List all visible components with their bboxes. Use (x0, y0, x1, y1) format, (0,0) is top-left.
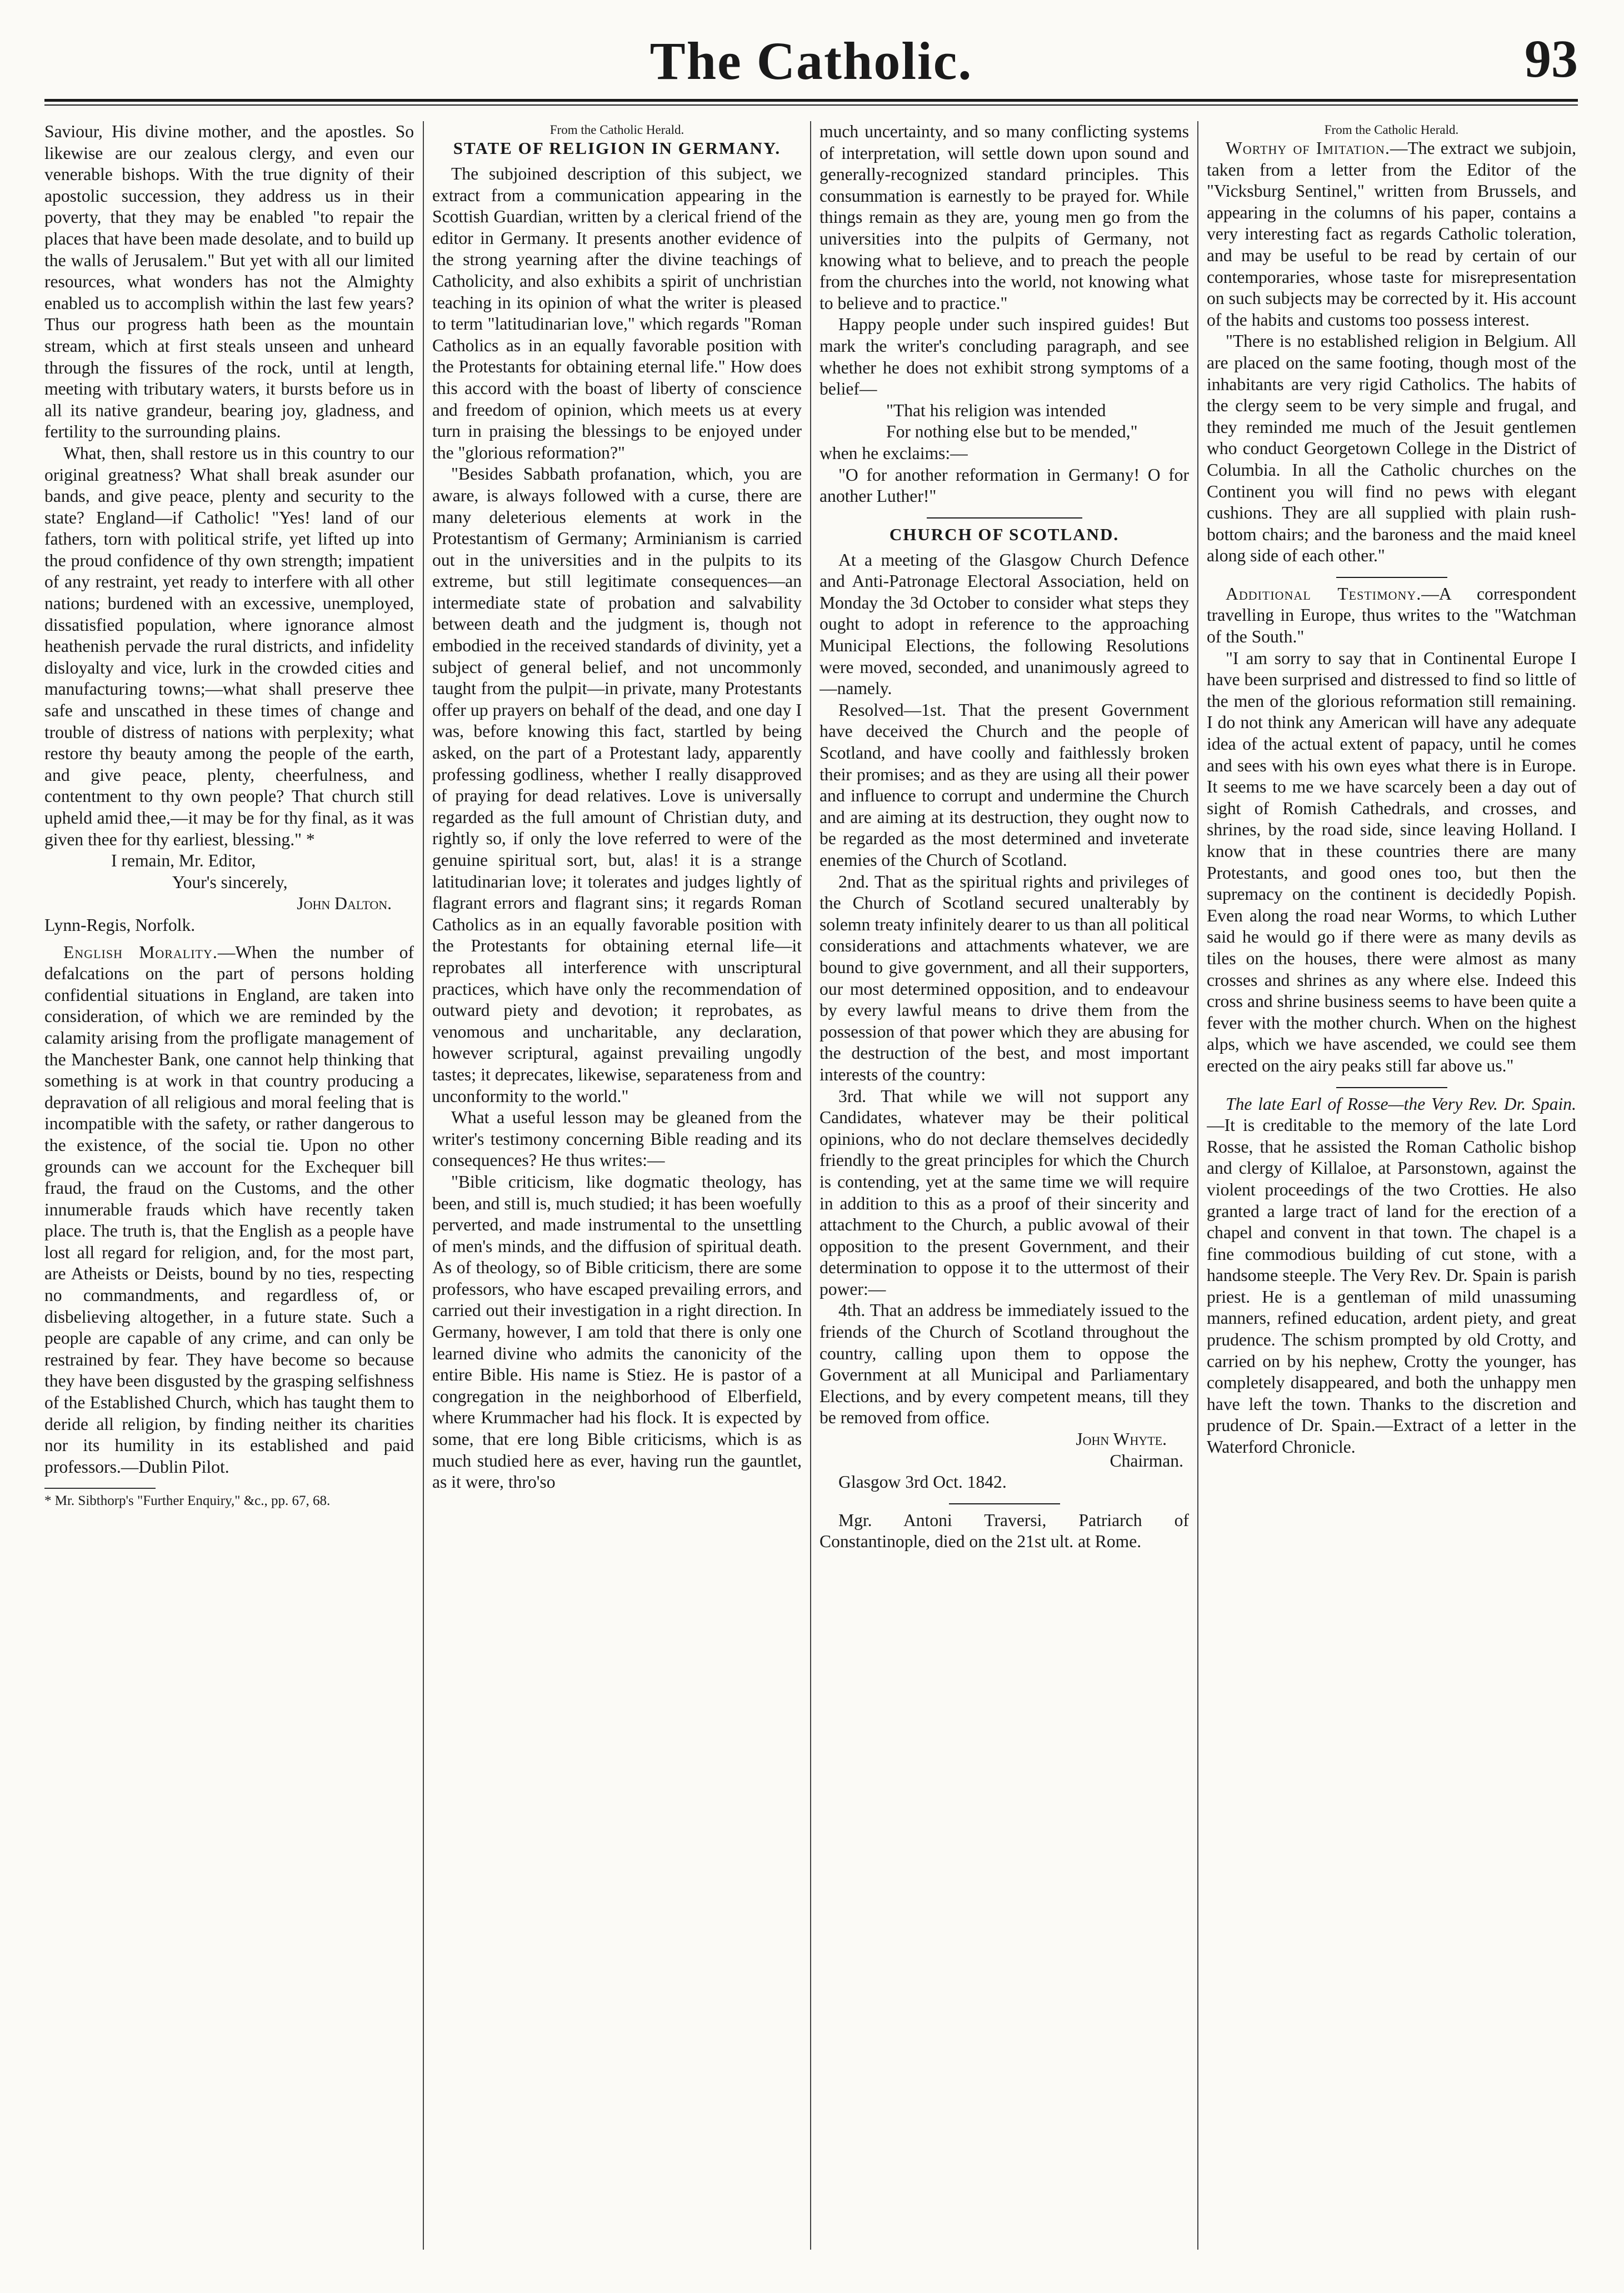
verse-line: For nothing else but to be mended," (886, 422, 1138, 442)
dateline: Glasgow 3rd Oct. 1842. (838, 1472, 1007, 1492)
article-paragraph: The subjoined description of this subject, we extract from a communication appearing in the Scottish Guardian, written by a clerical friend of the editor in Germany. It presents another evidence of the strong yearning after the divine teachings of Catholicity, and also exhibits a spirit of unchristian teaching in its opinion of what the writer is pleased to term "latitudinarian love," which regards "Roman Catholics as in an equally favorable position with the Protestants for obtaining eternal life." How does this accord with the boast of liberty of conscience and freedom of opinion, which meets us at every turn in praising the blessings to be enjoyed under the "glorious reformation?" (432, 164, 802, 462)
article-paragraph: Happy people under such inspired guides! But mark the writer's concluding paragraph, and see whether he does not exhibit strong symptoms of a belief— (820, 315, 1189, 399)
newspaper-title: The Catholic. (649, 31, 973, 91)
header-rule-thin (44, 104, 1578, 106)
article-paragraph: "There is no established religion in Belgium. All are placed on the same footing, though most of the inhabitants are very rigid Catholics. The habits of the clergy seem to be very simple and frugal, and they reminded me much of the Jesuit gentlemen who conduct Georgetown College in the District of Columbia. In all the Catholic churches on the Continent you will find no pews with elegant cushions. They are all supplied with plain rush-bottom chairs; and the baroness and the maid kneel along side of each other." (1207, 331, 1576, 566)
column-divider (423, 121, 424, 2250)
article-body: —The extract we subjoin, taken from a letter from the Editor of the "Vicksburg Sentinel," written from Brussels, and appearing in the columns of his paper, contains a very interesting fact as regards Catholic toleration, and may be useful to be read by certain of our contemporaries, whose taste for misrepresentation on such subjects may be corrected by it. His account of the habits and customs too possess interest. (1207, 138, 1576, 330)
article-lead: The late Earl of Rosse—the Very Rev. Dr. Spain. (1226, 1094, 1576, 1114)
verse-line: "That his religion was intended (886, 400, 1106, 420)
section-rule (927, 517, 1082, 519)
section-rule (949, 1503, 1060, 1504)
article-body: —When the number of defalcations on the part of persons holding confidential situations in England, are taken into consideration, of which we are reminded by the calamity arising from the profligate management of the Manchester Bank, one cannot help thinking that something is at work in that country producing a depravation of all religious and moral feeling that is incompatible with the safety, or rather dangerous to the existence, of the social tie. Upon no other grounds can we account for the Exchequer bill fraud, the fraud on the Customs, and the other innumerable frauds which have recently taken place. The truth is, that the English as a people have lost all regard for religion, and, for the most part, are Atheists or Deists, bound by no ties, respecting no commandments, and regardless of, or disbelieving altogether, in a future state. Such a people are capable of any crime, and can only be restrained by fear. They have become so because they have been disgusted by the grasping selfishness of the Established Church, which has taught them to deride all religion, by finding neither its charities nor its humility in its established and paid professors.—Dublin Pilot. (44, 942, 414, 1477)
column-1 (44, 121, 414, 2250)
signature-name: John Whyte. (1076, 1429, 1167, 1449)
section-rule (1336, 577, 1447, 578)
letter-continuation: Saviour, His divine mother, and the apostles. So likewise are our zealous clergy, and even our venerable bishops. With the true dignity of their apostolic succession, they address us in their poverty, that they may be enabled "to repair the places that have been made desolate, and to build up the walls of Jerusalem." But yet with all our limited resources, what wonders has not the Almighty enabled us to accomplish within the last few years? Thus our progress hath been as the mountain stream, which at first steals unseen and unheard through the fissures of the rock, until at length, meeting with tributary waters, it bursts before us in all its native grandeur, bearing joy, gladness, and fertility to the surrounding plains. (44, 122, 414, 442)
article-paragraph: "Besides Sabbath profanation, which, you are aware, is always followed with a curse, there are many deleterious elements at work in the Protestantism of Germany; Arminianism is carried out in the universities and in the pulpits to its extreme, but still legitimate consequences—an intermediate state of probation and salvability between death and the judgment is, though not embodied in the received standards of divinity, yet a subject of general belief, and not uncommonly taught from the pulpit—in private, many Protestants offer up prayers on behalf of the dead, and one day I was, before knowing this fact, startled by being asked, on the part of a Protestant lady, apparently professing godliness, whether I really disapproved of praying for dead relatives. Love is universally regarded as the full amount of Christian duty, and rightly so, if only the love referred to were of the genuine spiritual sort, but, alas! it is a strange latitudinarian love; it tolerates and judges lightly of flagrant errors and flagrant sins; it regards Roman Catholics as in an equally favorable position with the Protestants for obtaining eternal life—it reprobates all interference with unscriptural practices, which have only the recommendation of outward piety and devotion; it reprobates, as venomous and uncharitable, any declaration, however scriptural, against prevailing ungodly tastes; it deprecates, likewise, separateness from and unconformity to the world." (432, 464, 802, 1106)
article-source: From the Catholic Herald. (549, 123, 684, 137)
article-body: —It is creditable to the memory of the late Lord Rosse, that he assisted the Roman Catholic bishop and clergy of Killaloe, at Parsonstown, against the violent proceedings of the two Crotties. He also granted a large tract of land for the erection of a chapel and convent in that town. The chapel is a fine commodious building of cut stone, with a handsome steeple. The Very Rev. Dr. Spain is parish priest. He is a gentleman of mild unassuming manners, refined education, ardent piety, and great prudence. The schism prompted by old Crotty, and carried on by his nephew, Crotty the younger, has completely disappeared, and both the unhappy men have left the town. Thanks to the discretion and prudence of Dr. Spain.—Extract of a letter in the Waterford Chronicle. (1207, 1115, 1576, 1457)
article-additional-testimony (1207, 584, 1576, 648)
column-3 (820, 121, 1189, 2250)
article-paragraph: What a useful lesson may be gleaned from the writer's testimony concerning Bible reading and its consequences? He thus writes:— (432, 1108, 802, 1170)
letter-closing-2: Your's sincerely, (172, 872, 288, 892)
article-lead: English Morality. (63, 942, 218, 962)
article-paragraph: "Bible criticism, like dogmatic theology, has been, and still is, much studied; it has been woefully perverted, and made instrumental to the unsettling of men's minds, and the diffusion of spiritual death. As of theology, so of Bible criticism, there are some professors, who have escaped prevailing errors, and carried out their investigation in a right direction. In Germany, however, I am told that there is only one learned divine who admits the canonicity of the entire Bible. His name is Stiez. He is pastor of a congregation in the neighborhood of Elberfield, where Krummacher had his flock. It is expected by some, that ere long Bible criticisms, which is as much studied here as ever, having run the gauntlet, as it were, thro'so (432, 1172, 802, 1492)
letter-paragraph: What, then, shall restore us in this country to our original greatness? What shall break asunder our bands, and give peace, plenty and security to the state? England—if Catholic! "Yes! land of our fathers, torn with political strife, yet lifted up into the proud confidence of thy own strength; impatient of any restraint, yet ready to interfere with all other nations; burdened with an excessive, unemployed, dissatisfied population, where ignorance almost heathenish pervade the rural districts, and infidelity disloyalty and vice, lurk in the crowded cities and manufacturing towns;—what shall preserve thee safe and unscathed in these times of change and trouble of distress of nations with perplexity; what restore thy beauty among the people of the earth, and give peace, plenty, cheerfulness, and contentment to thy own people? That church still upheld amid thee,—it may be for thy final, as it was given thee for thy earliest, blessing." * (44, 443, 414, 849)
article-heading: STATE OF RELIGION IN GERMANY. (453, 138, 781, 158)
section-rule (1336, 1087, 1447, 1088)
masthead (44, 22, 1578, 106)
column-divider (810, 121, 811, 2250)
article-continuation: much uncertainty, and so many conflicting systems of interpretation, will settle down upon sound and generally-recognized standard principles. This consummation is earnestly to be prayed for. While things remain as they are, young men go from the universities into the pulpits of Germany, not knowing what to believe, and to preach the people from the churches into the world, not knowing what to believe and to practice." (820, 122, 1189, 313)
verse-tail: when he exclaims:— (820, 443, 968, 463)
article-lead: Worthy of Imitation. (1226, 138, 1390, 158)
letter-signature: John Dalton. (297, 894, 392, 914)
resolution-4: 4th. That an address be immediately issued to the friends of the Church of Scotland throughout the country, calling upon them to oppose the Government at all Municipal and Parliamentary Elections, and by every competent means, till they be removed from office. (820, 1300, 1189, 1428)
article-source: From the Catholic Herald. (1324, 123, 1459, 137)
column-2 (432, 121, 802, 2250)
article-paragraph: "I am sorry to say that in Continental Europe I have been surprised and distressed to find so little of the men of the glorious reformation still remaining. I do not think any American will have any adequate idea of the actual extent of papacy, until he comes and sees with his own eyes what there is in Europe. It seems to me we have scarcely been a day out of sight of Romish Cathedrals, and crosses, and shrines, by the road side, since leaving Holland. I know that in these countries there are many Protestants, and good ones too, but then the supremacy on the continent is decidedly Popish. Even along the road near Worms, to which Luther said he would go if there were as many devils as tiles on the houses, there were almost as many crosses and shrines as any where else. Indeed this cross and shrine business seems to have been quite a fever with the mother church. When on the highest alps, which we have ascended, we could see them erected on the airy peaks still far above us." (1207, 648, 1576, 1075)
header-rule (44, 99, 1578, 102)
resolution-1: Resolved—1st. That the present Government have deceived the Church and the people of Scotland, and have coolly and faithlessly broken their promises; and as they are using all their power and influence to corrupt and undermine the Church and are aiming at its destruction, they ought now to be regarded as the most determined and inveterate enemies of the Church of Scotland. (820, 700, 1189, 870)
letter-closing: I remain, Mr. Editor, (111, 851, 256, 871)
letter-place: Lynn-Regis, Norfolk. (44, 915, 196, 935)
article-heading: CHURCH OF SCOTLAND. (889, 524, 1120, 544)
column-4 (1207, 121, 1576, 2250)
page-number: 93 (1525, 29, 1578, 88)
column-divider (1197, 121, 1198, 2250)
article-worthy-of-imitation (1207, 138, 1576, 331)
article-paragraph: "O for another reformation in Germany! O for another Luther!" (820, 465, 1189, 506)
article-earl-of-rosse (1207, 1094, 1576, 1458)
article-body: —A correspondent travelling in Europe, thus writes to the "Watchman of the South." (1207, 584, 1576, 647)
article-lead: Additional Testimony. (1226, 584, 1422, 604)
footnote: * Mr. Sibthorp's "Further Enquiry," &c., pp. 67, 68. (44, 1488, 156, 1510)
resolution-2: 2nd. That as the spiritual rights and privileges of the Church of Scotland secured unalterably by solemn treaty infinitely dearer to us than all political considerations and attachments whatever, we are bound to give government, and all their supporters, our most determined opposition, and to endeavour by every lawful means to drive them from the possession of that power which they are abusing for the destruction of the best, and most important interests of the country: (820, 871, 1189, 1084)
resolution-3: 3rd. That while we will not support any Candidates, whatever may be their political opinions, who do not declare themselves decidedly friendly to the great principles for which the Church is contending, yet at the same time we will require in addition to this as a proof of their sincerity and attachment to the Church, a public avowal of their opposition to the present Government, and their determination to oppose it to the uttermost of their power:— (820, 1086, 1189, 1299)
news-item: Mgr. Antoni Traversi, Patriarch of Constantinople, died on the 21st ult. at Rome. (820, 1510, 1189, 1552)
article-english-morality (44, 942, 414, 1478)
article-paragraph: At a meeting of the Glasgow Church Defence and Anti-Patronage Electoral Association, held on Monday the 3d October to consider what steps they ought to adopt in reference to the approaching Municipal Elections, the following Resolutions were moved, seconded, and unanimously agreed to—namely. (820, 550, 1189, 699)
signature-role: Chairman. (1110, 1450, 1183, 1470)
